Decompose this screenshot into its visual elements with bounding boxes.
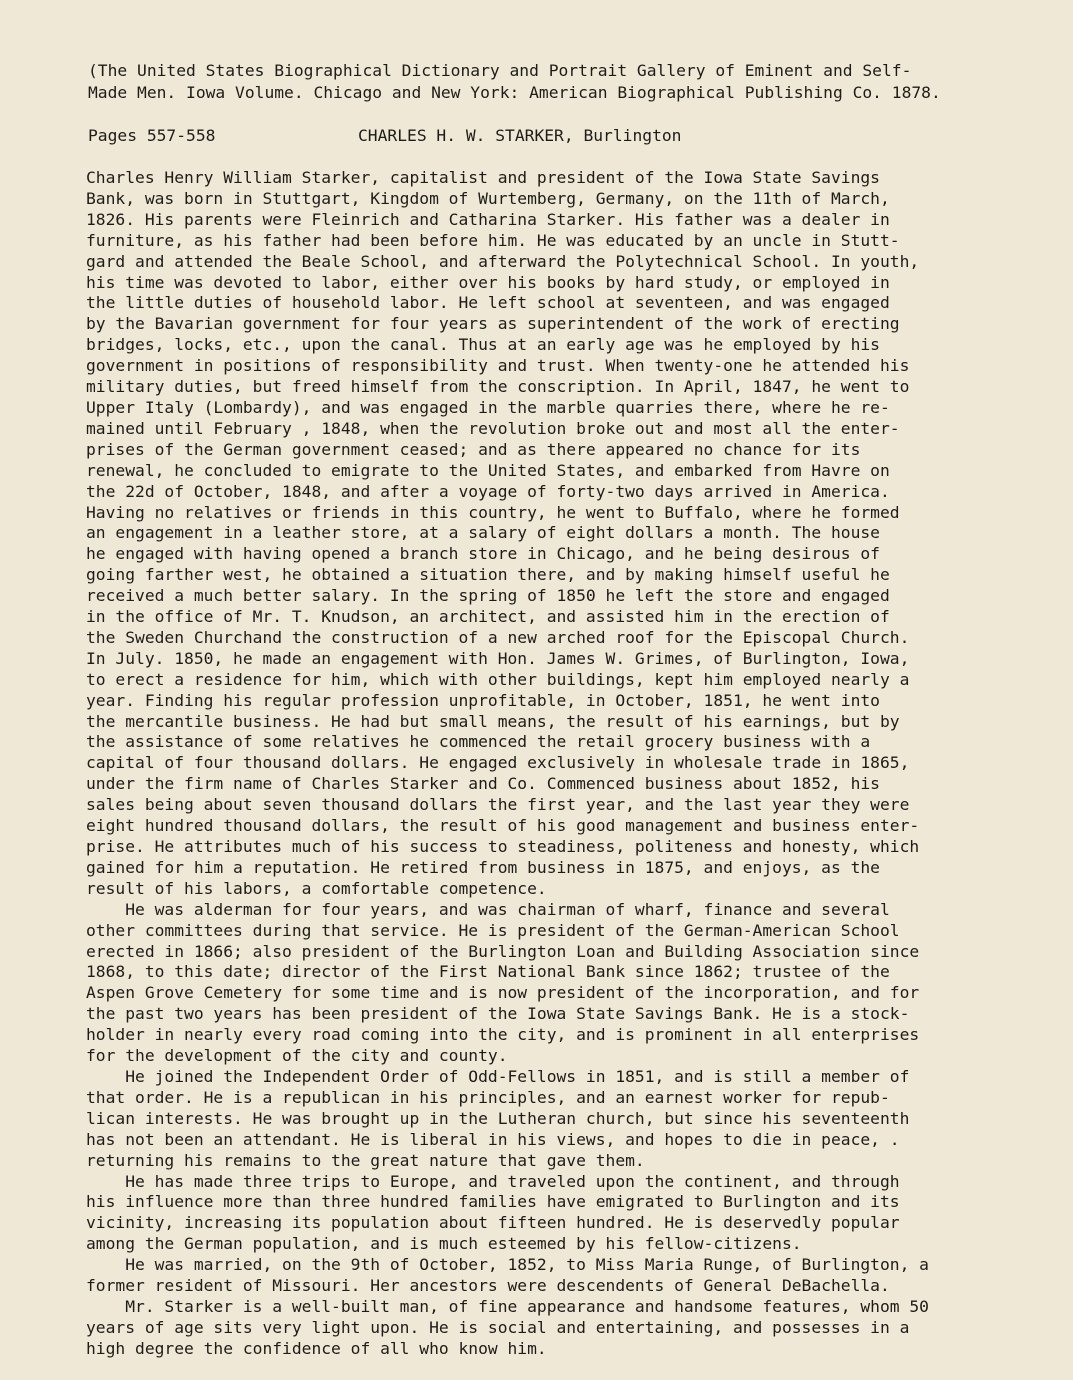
- body-line: the assistance of some relatives he commenced the retail grocery business with a: [86, 732, 871, 752]
- body-line: returning his remains to the great nature that gave them.: [86, 1150, 645, 1170]
- body-line: that order. He is a republican in his principles, and an earnest worker for repub-: [86, 1087, 890, 1107]
- body-line: other committees during that service. He is president of the German-American School: [86, 920, 900, 940]
- body-line: in the office of Mr. T. Knudson, an architect, and assisted him in the erection of: [86, 607, 890, 627]
- source-citation: [88, 60, 1048, 104]
- body-line: result of his labors, a comfortable competence.: [86, 878, 547, 898]
- body-line: high degree the confidence of all who know him.: [86, 1338, 547, 1358]
- body-line: for the development of the city and county.: [86, 1046, 508, 1066]
- body-line: government in positions of responsibility and trust. When twenty-one he attended his: [86, 356, 910, 376]
- body-line: the little duties of household labor. He left school at seventeen, and was engaged: [86, 293, 890, 313]
- source-line: Made Men. Iowa Volume. Chicago and New York: American Biographical Publishing Co. 1878.: [88, 83, 941, 102]
- body-line: among the German population, and is much esteemed by his fellow-citizens.: [86, 1234, 802, 1254]
- body-line: lican interests. He was brought up in the Lutheran church, but since his seventeenth: [86, 1108, 910, 1128]
- body-line: military duties, but freed himself from the conscription. In April, 1847, he went to: [86, 377, 910, 397]
- body-line: furniture, as his father had been before him. He was educated by an uncle in Stutt-: [86, 230, 900, 250]
- body-line: bridges, locks, etc., upon the canal. Thus at an early age was he employed by his: [86, 335, 880, 355]
- body-line: an engagement in a leather store, at a salary of eight dollars a month. The house: [86, 523, 880, 543]
- body-line: Having no relatives or friends in this country, he went to Buffalo, where he formed: [86, 502, 900, 522]
- body-line: his influence more than three hundred families have emigrated to Burlington and its: [86, 1192, 900, 1212]
- body-line: He joined the Independent Order of Odd-Fellows in 1851, and is still a member of: [86, 1066, 910, 1086]
- body-line: has not been an attendant. He is liberal in his views, and hopes to die in peace, .: [86, 1129, 900, 1149]
- body-line: Upper Italy (Lombardy), and was engaged in the marble quarries there, where he re-: [86, 397, 890, 417]
- article-title: CHARLES H. W. STARKER, Burlington: [358, 126, 682, 145]
- body-line: capital of four thousand dollars. He engaged exclusively in wholesale trade in 1865,: [86, 753, 910, 773]
- body-line: going farther west, he obtained a situation there, and by making himself useful he: [86, 565, 890, 585]
- body-line: sales being about seven thousand dollars the first year, and the last year they were: [86, 795, 910, 815]
- body-line: eight hundred thousand dollars, the result of his good management and business enter-: [86, 816, 920, 836]
- body-line: 1826. His parents were Fleinrich and Catharina Starker. His father was a dealer in: [86, 209, 890, 229]
- body-line: erected in 1866; also president of the Burlington Loan and Building Association since: [86, 941, 920, 961]
- body-line: years of age sits very light upon. He is social and entertaining, and possesses in a: [86, 1317, 910, 1337]
- body-line: vicinity, increasing its population about fifteen hundred. He is deservedly popular: [86, 1213, 900, 1233]
- body-line: he engaged with having opened a branch store in Chicago, and he being desirous of: [86, 544, 880, 564]
- body-line: former resident of Missouri. Her ancestors were descendents of General DeBachella.: [86, 1276, 890, 1296]
- body-line: holder in nearly every road coming into the city, and is prominent in all enterprises: [86, 1025, 920, 1045]
- page-range: Pages 557-558: [88, 126, 216, 145]
- body-line: to erect a residence for him, which with other buildings, kept him employed nearly a: [86, 669, 910, 689]
- body-line: prises of the German government ceased; and as there appeared no chance for its: [86, 439, 861, 459]
- body-line: In July. 1850, he made an engagement with Hon. James W. Grimes, of Burlington, Iowa,: [86, 648, 910, 668]
- body-line: Aspen Grove Cemetery for some time and is now president of the incorporation, and for: [86, 983, 920, 1003]
- body-line: 1868, to this date; director of the First National Bank since 1862; trustee of the: [86, 962, 890, 982]
- body-line: Charles Henry William Starker, capitalist and president of the Iowa State Savings: [86, 168, 880, 187]
- body-line: the mercantile business. He had but small means, the result of his earnings, but by: [86, 711, 900, 731]
- body-line: the Sweden Churchand the construction of a new arched roof for the Episcopal Church.: [86, 627, 910, 647]
- body-line: mained until February , 1848, when the revolution broke out and most all the enter-: [86, 418, 900, 438]
- body-line: He has made three trips to Europe, and traveled upon the continent, and through: [86, 1171, 900, 1191]
- body-line: received a much better salary. In the spring of 1850 he left the store and engaged: [86, 586, 890, 606]
- body-line: Mr. Starker is a well-built man, of fine appearance and handsome features, whom 50: [86, 1296, 929, 1316]
- body-line: He was alderman for four years, and was chairman of wharf, finance and several: [86, 899, 890, 919]
- source-line: (The United States Biographical Dictionary and Portrait Gallery of Eminent and Self-: [88, 61, 912, 80]
- body-line: under the firm name of Charles Starker and Co. Commenced business about 1852, his: [86, 774, 880, 794]
- body-line: prise. He attributes much of his success to steadiness, politeness and honesty, which: [86, 837, 920, 856]
- body-line: renewal, he concluded to emigrate to the United States, and embarked from Havre on: [86, 460, 890, 480]
- body-line: by the Bavarian government for four years as superintendent of the work of erecting: [86, 314, 900, 334]
- article-body: [86, 168, 1046, 1360]
- body-line: year. Finding his regular profession unprofitable, in October, 1851, he went into: [86, 690, 880, 710]
- article-heading: [88, 126, 1048, 150]
- body-line: the past two years has been president of the Iowa State Savings Bank. He is a stock-: [86, 1004, 910, 1024]
- body-line: He was married, on the 9th of October, 1852, to Miss Maria Runge, of Burlington, a: [86, 1255, 929, 1275]
- body-line: the 22d of October, 1848, and after a voyage of forty-two days arrived in America.: [86, 481, 890, 501]
- body-line: gard and attended the Beale School, and afterward the Polytechnical School. In youth,: [86, 251, 920, 271]
- body-line: Bank, was born in Stuttgart, Kingdom of Wurtemberg, Germany, on the 11th of March,: [86, 188, 890, 208]
- body-line: his time was devoted to labor, either over his books by hard study, or employed in: [86, 272, 890, 292]
- body-line: gained for him a reputation. He retired from business in 1875, and enjoys, as the: [86, 857, 880, 877]
